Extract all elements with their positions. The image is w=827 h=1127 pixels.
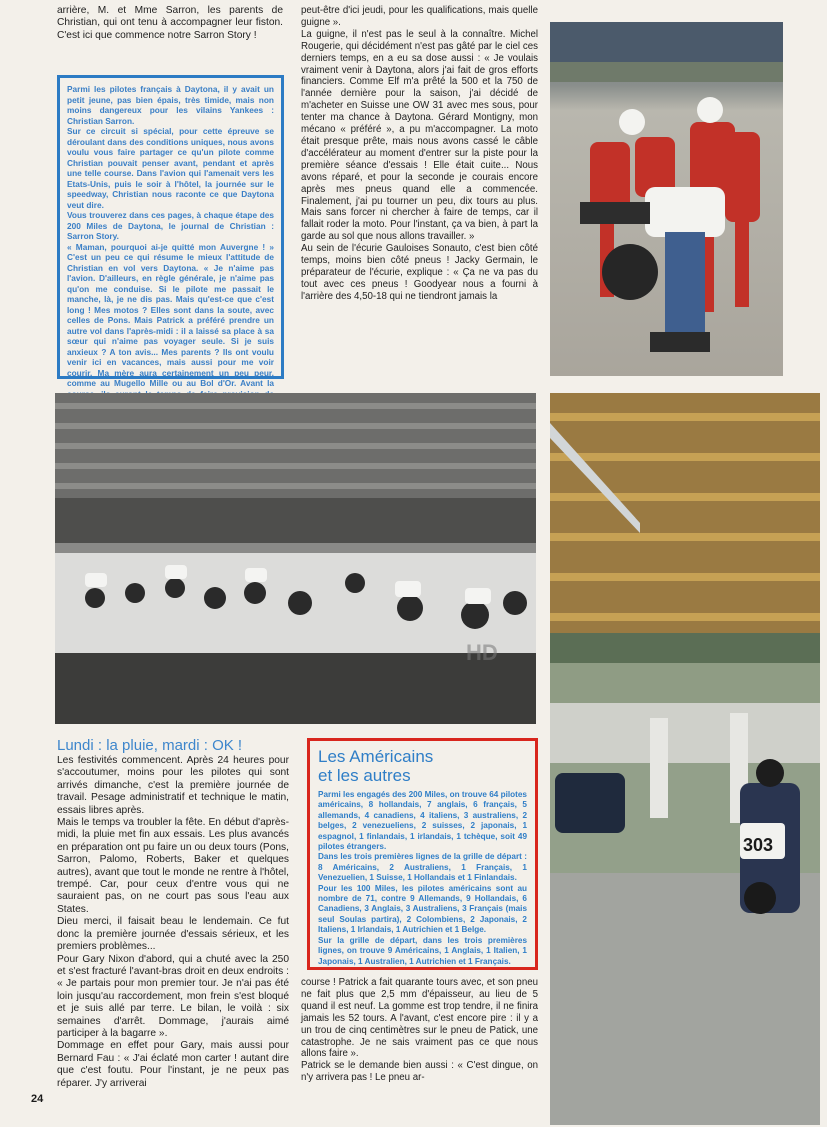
paragraph: course ! Patrick a fait quarante tours avec, et son pneu ne fait plus que 2,5 mm d'épaisseur, au lieu de 5 quand il est neuf. La gomme est trop tendre, il ne finira jamais les 52 tours. A l'avant, c'est encore pire : il y a un trou de cinq centimètres sur le pneu de Patick, une catastrophe. Je ne sais vraiment pas ce que nous allons faire ». Patrick se le demande bien aussi : « C'est dingue, on n'y arrivera pas ! Le pneu ar-	[301, 977, 538, 1084]
col2-bottom-text	[301, 977, 538, 1085]
grandstand-rider-photo	[550, 393, 820, 1125]
paragraph: arrière, M. et Mme Sarron, les parents de Christian, qui ont tenu à accompagner leur fiston. C'est ici que commence notre Sarron Story !	[57, 5, 283, 41]
americans-sidebar-box	[307, 738, 538, 970]
rider-number-plate: 303	[743, 835, 774, 855]
page-number: 24	[31, 1093, 44, 1105]
paragraph: peut-être d'ici jeudi, pour les qualifications, mais quelle guigne ». La guigne, il n'est pas le seul à la connaître. Michel Rougerie, qui décidément n'est pas gâté par le ciel ces derniers temps, en a eu sa dose aussi : « Je voulais vraiment venir à Daytona, alors j'ai fait de gros efforts financiers. Comme Elf m'a prêté la 500 et la 750 de l'année dernière pour la saison, j'ai décidé de m'acheter en Suisse une OW 31 avec mes sous, pour tenter ma chance à Daytona. Gérard Montigny, mon mécano « préféré », a pu m'accompagner. La moto était presque prête, mais nous avons cassé le câble d'accélérateur au moment d'entrer sur la piste pour la première séance d'essais ! Elle était cuite... Nous avons réparé, et pour la seconde je courais encore après mes pneus quand elle a commencée. Finalement, j'ai pu tourner un peu, dix tours au plus. Mais sans forcer ni chercher à faire de temps, car il fallait roder la moto. Pour l'instant, ça va bien, à part la garde au sol que nous allons travailler. » Au sein de l'écurie Gauloises Sonauto, c'est bien côté temps, moins bien côté pneus ! Jacky Germain, le préparateur de l'écurie, explique : « Ça ne va pas du tout avec ces pneus ! Goodyear nous a fourni à l'arrière des 4,50-18 qui ne tiendront jamais la	[301, 5, 538, 302]
americans-sidebar-title: Les Américains et les autres	[318, 747, 434, 785]
col1-bottom-text	[57, 755, 289, 1091]
race-start-bw-photo	[55, 393, 536, 724]
paragraph: Les festivités commencent. Après 24 heures pour s'accoutumer, moins pour les pilotes qui sont arrivés dimanche, c'est la première journée de travail. Pesage administratif et technique le matin, essais libres après. Mais le temps va troubler la fête. En début d'après-midi, la pluie met fin aux essais. Les plus avancés en préparation ont pu faire un ou deux tours (Pons, Sarron, Palomo, Roberts, Baker et quelques autres), avant que tout le monde ne rentre à l'hôtel, trempé. Car, pour ceux d'entre vous qui ne sauraient pas, on ne court pas sous l'eau aux States. Dieu merci, il faisait beau le lendemain. Ce fut donc la première journée d'essais sérieux, et les premiers problèmes... Pour Gary Nixon d'abord, qui a chuté avec la 250 et s'est fracturé l'avant-bras droit en deux endroits : « Je partais pour mon premier tour. Je n'ai pas été loin jusqu'au raccordement, mon frein s'est bloqué et je suis allé par terre. Le bilan, le voilà : six semaines d'arrêt. Dommage, j'aurais aimé participer à la bagarre ». Dommage en effet pour Gary, mais aussi pour Bernard Fau : « J'ai éclaté mon carter ! autant dire que c'est foutu. Pour l'instant, je ne peux pas réparer. J'y arriverai	[57, 755, 289, 1089]
col1-top-text	[57, 5, 283, 43]
americans-sidebar-text: Parmi les engagés des 200 Miles, on trouve 64 pilotes américains, 8 hollandais, 7 anglais, 6 français, 5 allemands, 4 canadiens, 4 italiens, 3 australiens, 2 belges, 2 venezueliens, 2 suisses, 2 japonais, 1 espagnol, 1 finlandais, 1 irlandais, 1 tchèque, soit 49 pilotes étrangers. Dans les trois premières lignes de la grille de départ : 8 Américains, 2 Australiens, 1 Français, 1 Venezuelien, 1 Suisse, 1 Hollandais et 1 Finlandais. Pour les 100 Miles, les pilotes américains sont au nombre de 71, contre 9 Allemands, 9 Hollandais, 6 Canadiens, 3 Anglais, 3 Australiens, 3 Français (mais seul Soulas partira), 2 Colombiens, 2 Japonais, 2 Italiens, 1 Irlandais, 1 Autrichien et 1 Belge. Sur la grille de départ, dans les trois premières lignes, on trouve 9 Américains, 1 Anglais, 1 Italien, 1 Japonais, 1 Australien, 1 Autrichien et 1 Français.	[318, 790, 527, 966]
intro-sidebar-text: Parmi les pilotes français à Daytona, il y avait un petit jeune, pas bien épais, très timide, mais non moins dangereux pour les vilains Yankees : Christian Sarron. Sur ce circuit si spécial, pour cette épreuve se déroulant dans des conditions uniques, nous avons voulu vous faire partager ce qu'un pilote comme Christian pouvait penser avant, pendant et après une telle course. Dans l'avion qui l'amenait vers les Etats-Unis, puis le soir à l'hôtel, la journée sur le speedway, Christian nous raconte ce que Daytona veut dire. Vous trouverez dans ces pages, à chaque étape des 200 Miles de Daytona, le journal de Christian : Sarron Story. « Maman, pourquoi ai-je quitté mon Auvergne ! » C'est un peu ce qui résume le mieux l'attitude de Christian en vol vers Daytona. « Je n'aime pas l'avion. D'ailleurs, en règle générale, je n'aime pas qu'on me conduise. Si le pilote me passait le manche, là, je ne dis pas. Mais qu'est-ce que c'est long ! Mes motos ? Elles sont dans la soute, avec celles de Pons. Mais Patrick a préféré prendre un autre vol dans l'après-midi : il a laissé sa place à sa sœur qui n'aime pas voyager seule. Si je suis anxieux ? A ton avis... Mes parents ? Ils ont voulu venir ici en vacances, mais aussi pour me voir courir. Ma mère aura certainement un peu peur, comme au Mugello Mille ou au Bol d'Or. Avant la	[67, 84, 274, 388]
watermark-hd: HD	[466, 640, 498, 665]
section-heading: Lundi : la pluie, mardi : OK !	[57, 737, 243, 754]
pit-crew-photo	[550, 22, 783, 376]
intro-sidebar-box	[57, 75, 284, 388]
col2-top-text	[301, 5, 538, 304]
